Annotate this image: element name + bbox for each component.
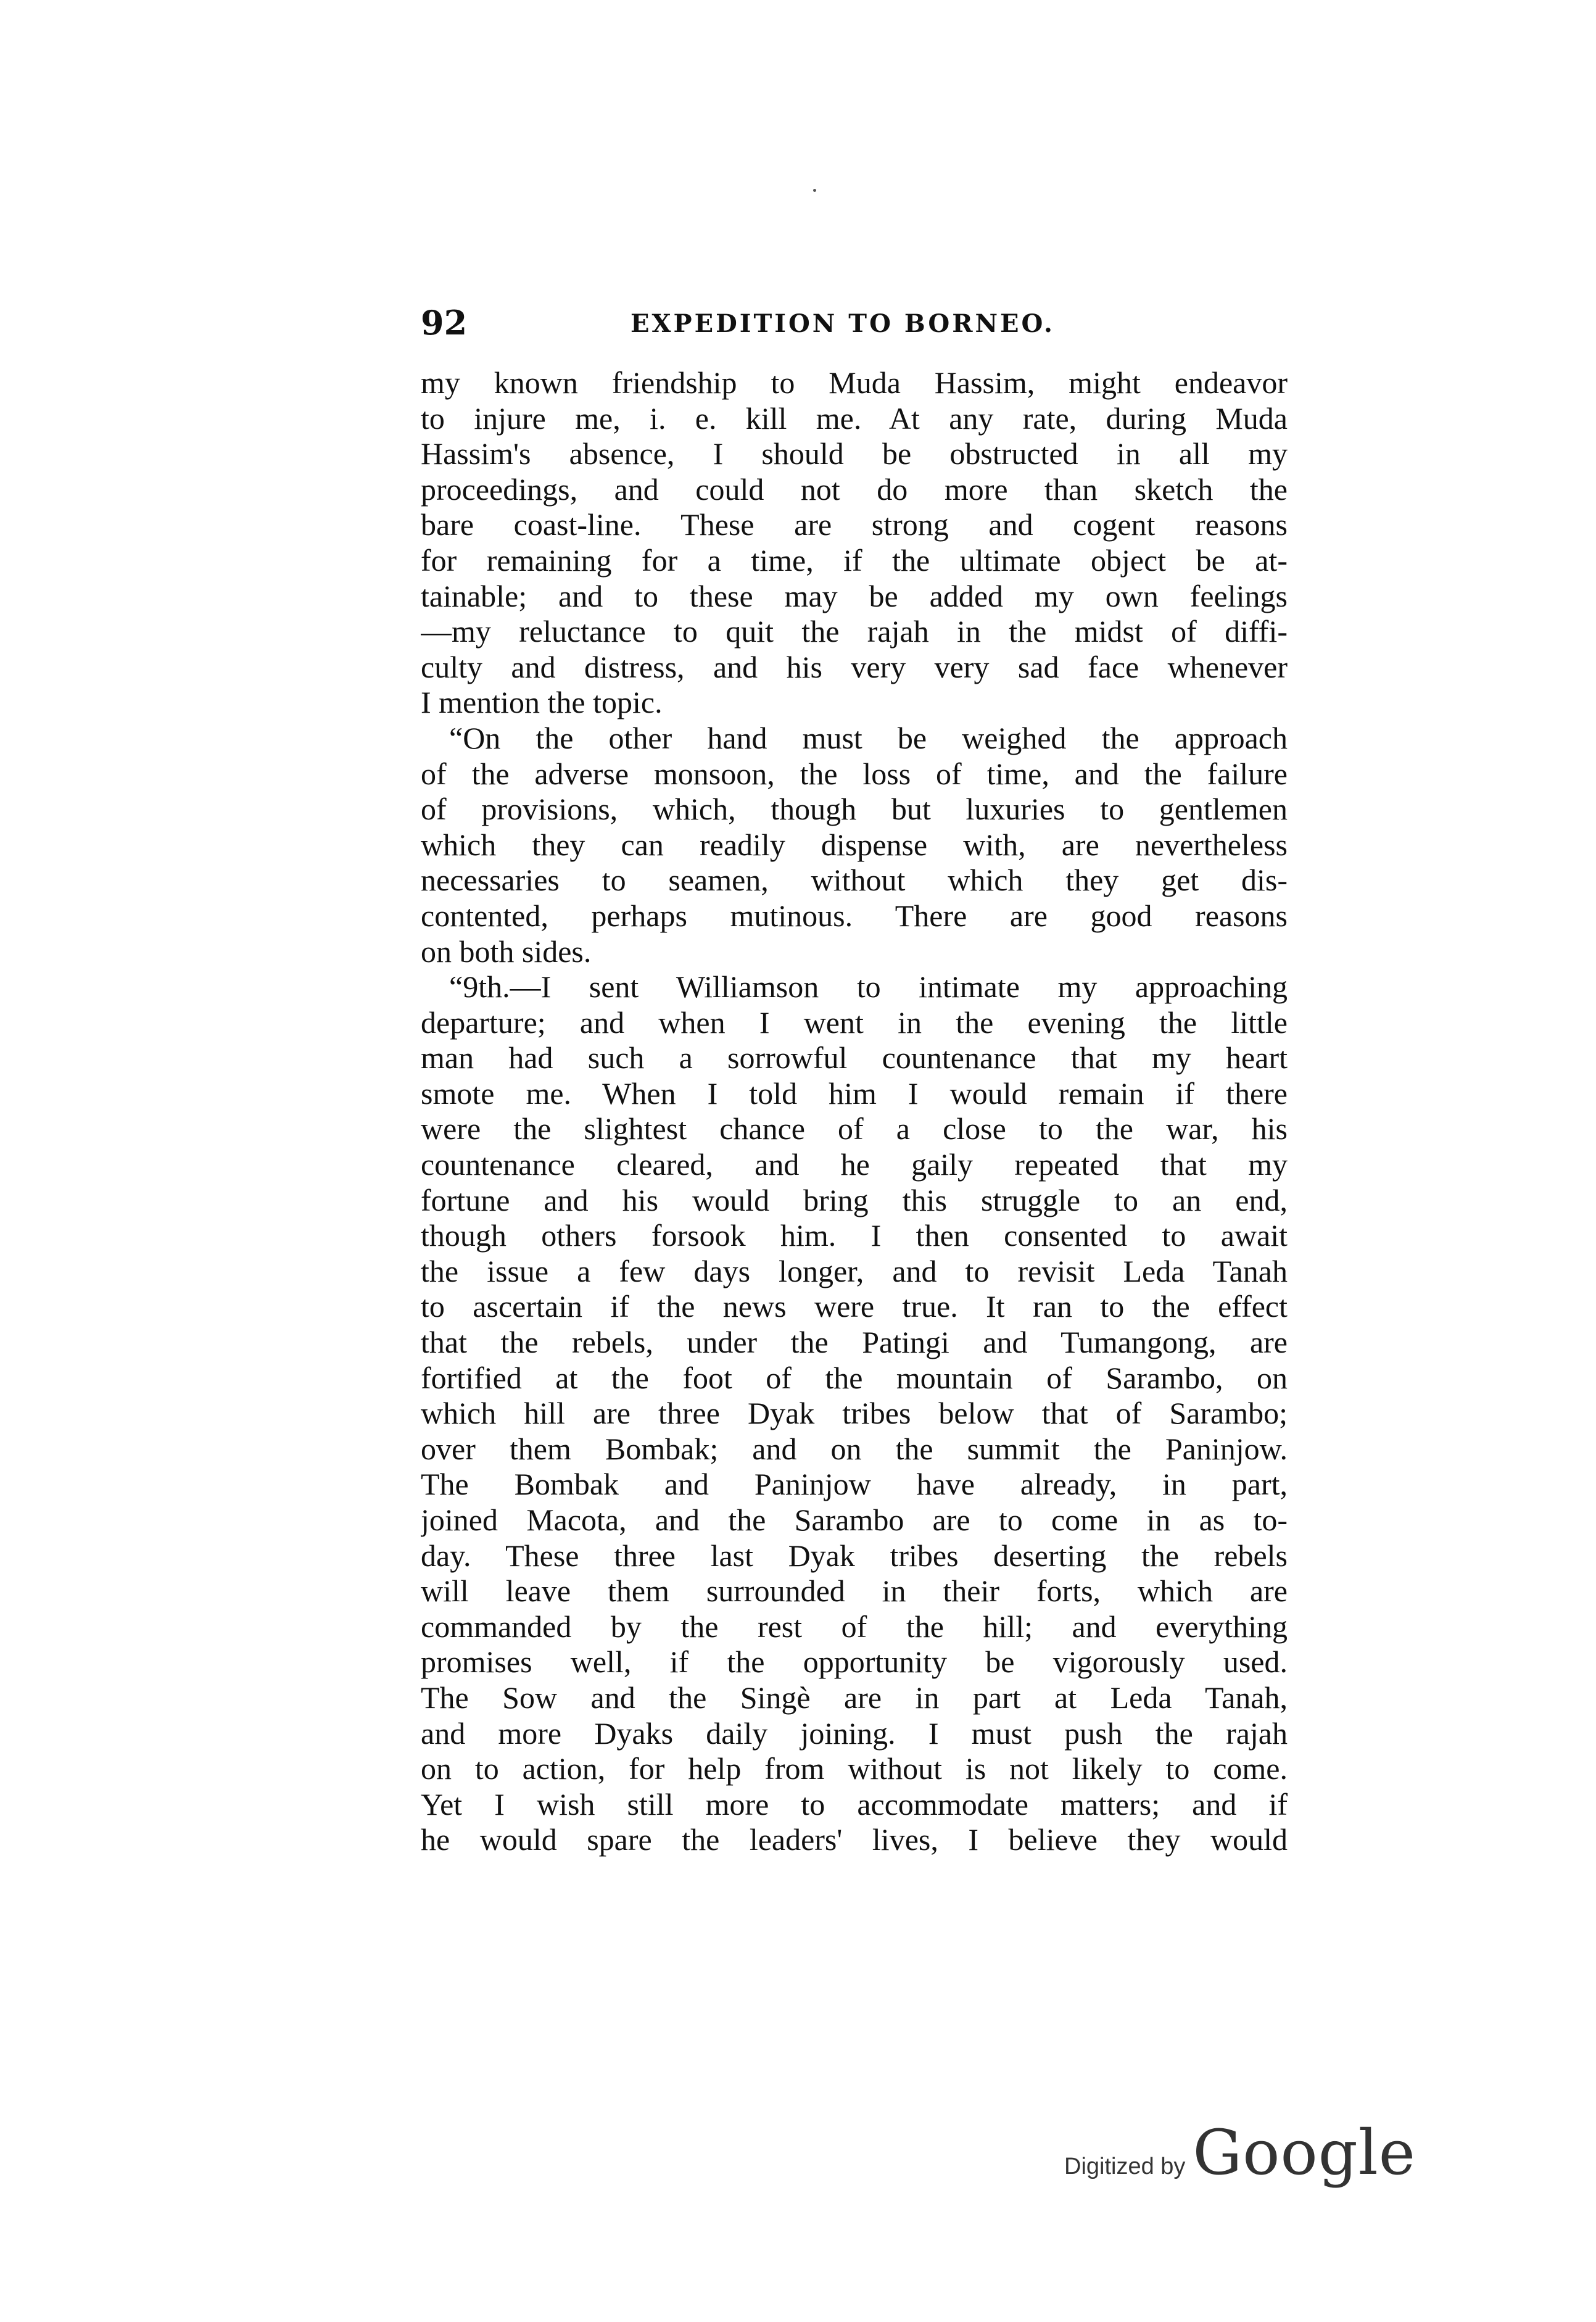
digitized-by-label: Digitized by [1064,2154,1186,2179]
text-line: —my reluctance to quit the rajah in the midst of diffi- [421,614,1288,649]
text-line: joined Macota, and the Sarambo are to come in as to- [421,1503,1288,1537]
text-line: my known friendship to Muda Hassim, might endeavor [421,365,1288,400]
text-line: which they can readily dispense with, are nevertheless [421,827,1288,862]
page-header [421,301,1288,344]
text-line: and more Dyaks daily joining. I must push the rajah [421,1715,1288,1751]
paragraph-start-line: “On the other hand must be weighed the approach [449,720,1288,755]
text-line: I mention the topic. [421,685,663,720]
scan-speck [813,189,816,192]
text-line: of provisions, which, though but luxuries to gentlemen [421,792,1288,827]
text-line: departure; and when I went in the evening the little [421,1005,1288,1040]
text-line: the issue a few days longer, and to revisit Leda Tanah [421,1253,1288,1288]
running-title: EXPEDITION TO BORNEO. [631,309,1055,338]
text-line: smote me. When I told him I would remain if there [421,1076,1288,1111]
text-line: culty and distress, and his very very sad face whenever [421,649,1288,684]
text-line: will leave them surrounded in their forts, which are [421,1574,1288,1609]
text-line: promises well, if the opportunity be vigorously used. [421,1644,1288,1680]
text-line: were the slightest chance of a close to the war, his [421,1111,1288,1146]
text-line: Yet I wish still more to accommodate matters; and if [421,1786,1288,1822]
text-line: though others forsook him. I then consented to await [421,1218,1288,1253]
text-line: he would spare the leaders' lives, I believe they would [421,1822,1288,1857]
text-line: that the rebels, under the Patingi and Tumangong, are [421,1325,1288,1360]
text-line: to injure me, i. e. kill me. At any rate, during Muda [421,400,1288,436]
google-logo: Google [1193,2117,1416,2189]
text-line: commanded by the rest of the hill; and everything [421,1609,1288,1644]
text-line: day. These three last Dyak tribes deserting the rebels [421,1538,1288,1573]
text-line: fortune and his would bring this struggle to an end, [421,1182,1288,1217]
text-line: bare coast-line. These are strong and cogent reasons [421,507,1288,542]
text-line: of the adverse monsoon, the loss of time, and the failure [421,756,1288,791]
page-number: 92 [421,303,468,342]
text-line: fortified at the foot of the mountain of Sarambo, on [421,1360,1288,1395]
text-line: to ascertain if the news were true. It ran to the effect [421,1289,1288,1324]
text-line: man had such a sorrowful countenance that my heart [421,1040,1288,1076]
text-line: necessaries to seamen, without which they get dis- [421,863,1288,898]
text-line: Hassim's absence, I should be obstructed in all my [421,436,1288,471]
text-line: The Bombak and Paninjow have already, in part, [421,1467,1288,1502]
text-line: countenance cleared, and he gaily repeated that my [421,1147,1288,1182]
text-line: contented, perhaps mutinous. There are good reasons [421,898,1288,933]
text-line: The Sow and the Singè are in part at Leda Tanah, [421,1680,1288,1715]
body-text [421,365,1288,1858]
digitized-by-google-watermark [1064,2117,1416,2191]
text-line: over them Bombak; and on the summit the Paninjow. [421,1431,1288,1466]
text-line: for remaining for a time, if the ultimate object be at- [421,542,1288,578]
paragraph-start-line: “9th.—I sent Williamson to intimate my approaching [449,969,1288,1005]
text-line: tainable; and to these may be added my own feelings [421,578,1288,613]
text-line: proceedings, and could not do more than sketch the [421,471,1288,507]
text-line: which hill are three Dyak tribes below that of Sarambo; [421,1396,1288,1431]
text-line: on both sides. [421,934,592,969]
text-line: on to action, for help from without is not likely to come. [421,1751,1288,1786]
